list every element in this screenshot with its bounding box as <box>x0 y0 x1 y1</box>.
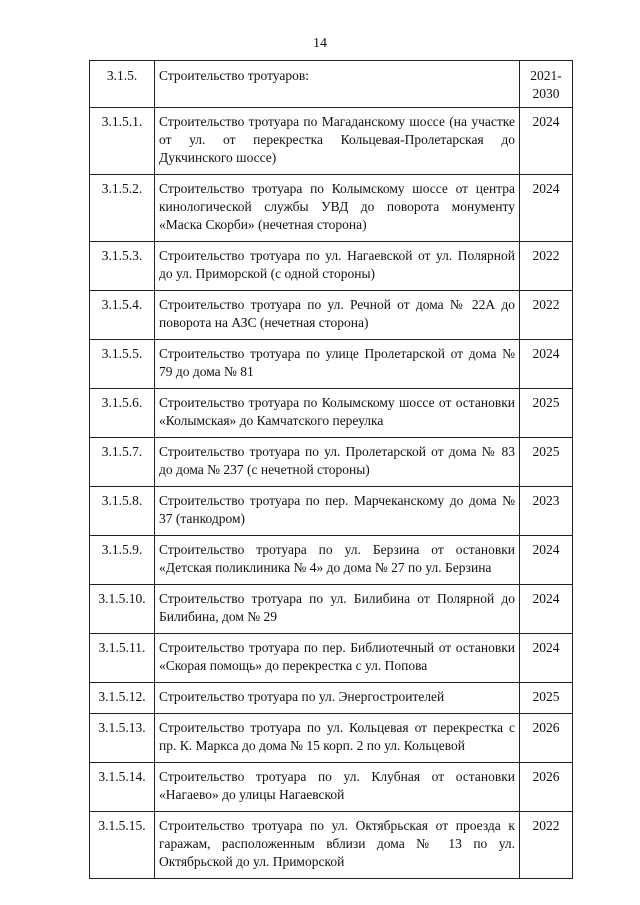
item-year-cell: 2024 <box>520 340 573 389</box>
item-year-cell: 2026 <box>520 714 573 763</box>
table-row <box>90 242 573 291</box>
item-description-cell: Строительство тротуара по ул. Нагаевской от ул. Полярной до ул. Приморской (с одной стороны) <box>155 242 520 291</box>
item-year-cell: 2022 <box>520 291 573 340</box>
item-number-cell: 3.1.5.1. <box>90 108 155 175</box>
item-number-cell: 3.1.5.6. <box>90 389 155 438</box>
item-year-cell: 2025 <box>520 683 573 714</box>
table-row <box>90 763 573 812</box>
item-year-cell: 2024 <box>520 585 573 634</box>
table-row <box>90 175 573 242</box>
item-number-cell: 3.1.5.7. <box>90 438 155 487</box>
item-number-cell: 3.1.5.14. <box>90 763 155 812</box>
table-row <box>90 487 573 536</box>
item-description-cell: Строительство тротуара по ул. Речной от дома № 22А до поворота на АЗС (нечетная сторона) <box>155 291 520 340</box>
page-number: 14 <box>313 36 327 51</box>
item-year-cell: 2024 <box>520 108 573 175</box>
item-number-cell: 3.1.5.15. <box>90 812 155 879</box>
item-year-cell: 2024 <box>520 634 573 683</box>
item-number-cell: 3.1.5.3. <box>90 242 155 291</box>
item-number-cell: 3.1.5.2. <box>90 175 155 242</box>
item-number-cell: 3.1.5.5. <box>90 340 155 389</box>
item-number-cell: 3.1.5.10. <box>90 585 155 634</box>
table-row <box>90 683 573 714</box>
table-row <box>90 438 573 487</box>
item-number-cell: 3.1.5.9. <box>90 536 155 585</box>
item-description-cell: Строительство тротуара по пер. Библиотечный от остановки «Скорая помощь» до перекрестка с ул. Попова <box>155 634 520 683</box>
item-year-cell: 2026 <box>520 763 573 812</box>
item-year-cell: 2024 <box>520 175 573 242</box>
table-row <box>90 291 573 340</box>
item-number-cell: 3.1.5.13. <box>90 714 155 763</box>
item-description-cell: Строительство тротуара по улице Пролетарской от дома № 79 до дома № 81 <box>155 340 520 389</box>
item-number-cell: 3.1.5.12. <box>90 683 155 714</box>
item-description-cell: Строительство тротуара по Магаданскому шоссе (на участке от ул. от перекрестка Кольцевая-Пролетарская до Дукчинского шоссе) <box>155 108 520 175</box>
item-year-cell: 2022 <box>520 242 573 291</box>
table-row <box>90 389 573 438</box>
item-description-cell: Строительство тротуара по ул. Пролетарской от дома № 83 до дома № 237 (с нечетной стороны) <box>155 438 520 487</box>
item-description-cell: Строительство тротуара по Колымскому шоссе от центра кинологической службы УВД до поворота монументу «Маска Скорби» (нечетная сторона) <box>155 175 520 242</box>
table-row <box>90 108 573 175</box>
item-description-cell: Строительство тротуара по ул. Клубная от остановки «Нагаево» до улицы Нагаевской <box>155 763 520 812</box>
item-year-cell: 2023 <box>520 487 573 536</box>
item-number-cell: 3.1.5.11. <box>90 634 155 683</box>
item-year-cell: 2025 <box>520 389 573 438</box>
table-row <box>90 812 573 879</box>
item-description-cell: Строительство тротуара по ул. Октябрьская от проезда к гаражам, расположенным вблизи дома № 13 по ул. Октябрьской до ул. Приморской <box>155 812 520 879</box>
item-number-cell: 3.1.5.8. <box>90 487 155 536</box>
item-description-cell: Строительство тротуара по ул. Билибина от Полярной до Билибина, дом № 29 <box>155 585 520 634</box>
section-period-cell: 2021-2030 <box>520 61 573 108</box>
item-description-cell: Строительство тротуара по ул. Энергостроителей <box>155 683 520 714</box>
item-description-cell: Строительство тротуара по ул. Кольцевая от перекрестка с пр. К. Маркса до дома № 15 корп. 2 по ул. Кольцевой <box>155 714 520 763</box>
table-row <box>90 536 573 585</box>
section-number-cell: 3.1.5. <box>90 61 155 108</box>
section-title-cell: Строительство тротуаров: <box>155 61 520 108</box>
item-description-cell: Строительство тротуара по ул. Берзина от остановки «Детская поликлиника № 4» до дома № 27 по ул. Берзина <box>155 536 520 585</box>
item-year-cell: 2025 <box>520 438 573 487</box>
item-description-cell: Строительство тротуара по Колымскому шоссе от остановки «Колымская» до Камчатского переулка <box>155 389 520 438</box>
item-number-cell: 3.1.5.4. <box>90 291 155 340</box>
item-year-cell: 2024 <box>520 536 573 585</box>
table-row <box>90 585 573 634</box>
table-row <box>90 340 573 389</box>
item-description-cell: Строительство тротуара по пер. Марчеканскому до дома № 37 (танкодром) <box>155 487 520 536</box>
table-row <box>90 634 573 683</box>
section-header-row <box>90 61 573 108</box>
item-year-cell: 2022 <box>520 812 573 879</box>
table-row <box>90 714 573 763</box>
sidewalk-construction-table <box>89 60 573 879</box>
